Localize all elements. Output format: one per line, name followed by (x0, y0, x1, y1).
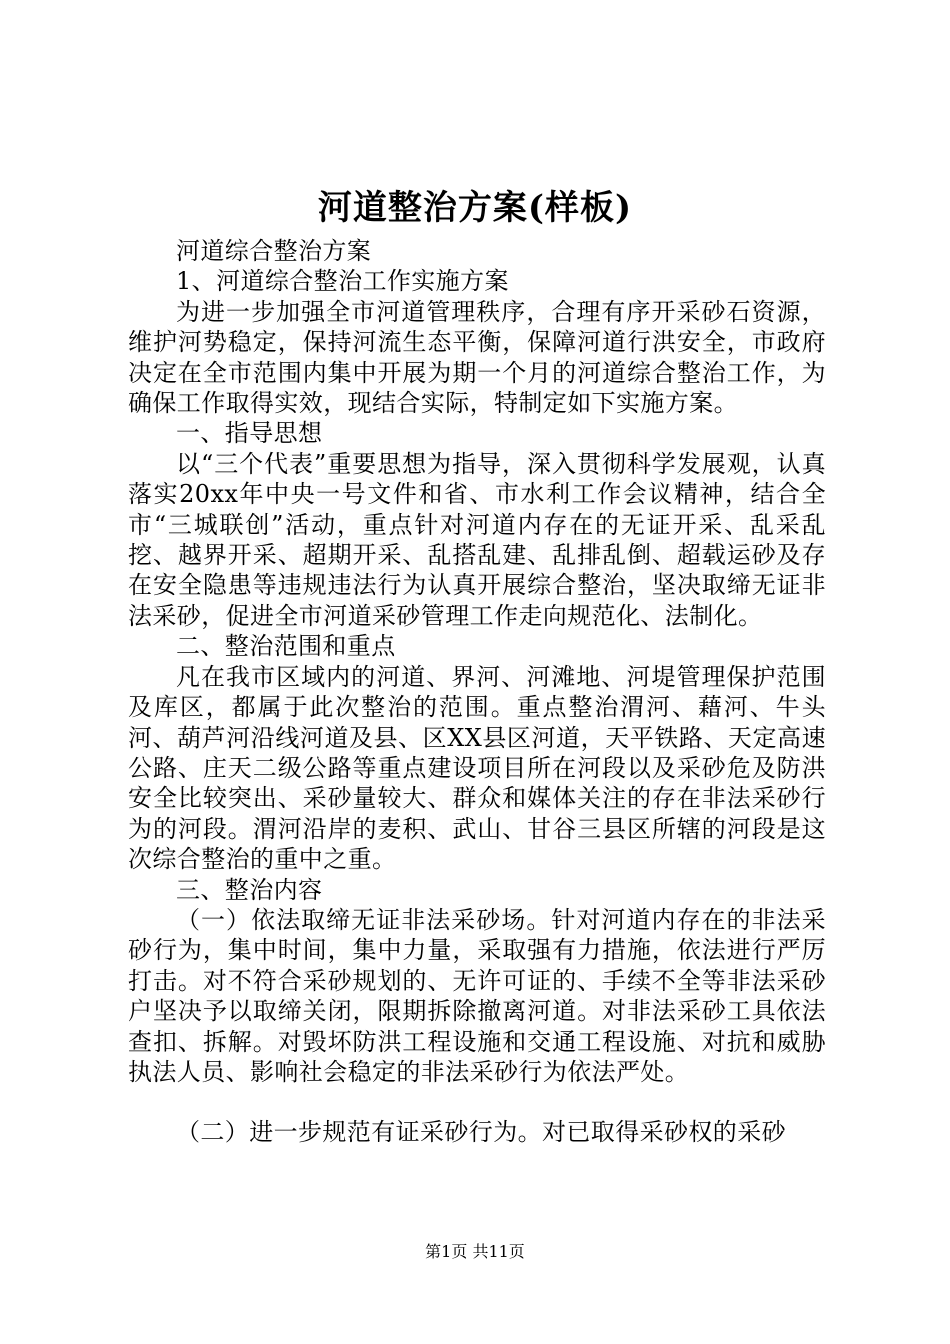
document-title: 河道整治方案(样板) (317, 188, 633, 228)
heading-scope: 二、整治范围和重点 (176, 632, 396, 661)
page-footer: 第1页 共11页 (425, 1242, 525, 1261)
heading-content: 三、整治内容 (176, 875, 323, 904)
paragraph-content-1: （一）依法取缔无证非法采砂场。针对河道内存在的非法采砂行为，集中时间，集中力量，采取强有力措施，依法进行严厉打击。对不符合采砂规划的、无许可证的、手续不全等非法采砂户坚决予以取缔关闭，限期拆除撤离河道。对非法采砂工具依法查扣、拆解。对毁坏防洪工程设施和交通工程设施、对抗和威胁执法人员、影响社会稳定的非法采砂行为依法严处。 (128, 905, 826, 1086)
paragraph-content-2: （二）进一步规范有证采砂行为。对已取得采砂权的采砂 (176, 1118, 786, 1147)
heading-guiding-ideology: 一、指导思想 (176, 419, 323, 448)
document-body (128, 236, 826, 1148)
paragraph-scope: 凡在我市区域内的河道、界河、河滩地、河堤管理保护范围及库区，都属于此次整治的范围。重点整治渭河、藉河、牛头河、葫芦河沿线河道及县、区XX县区河道，天平铁路、天定高速公路、庄天二级公路等重点建设项目所在河段以及采砂危及防洪安全比较突出、采砂量较大、群众和媒体关注的存在非法采砂行为的河段。渭河沿岸的麦积、武山、甘谷三县区所辖的河段是这次综合整治的重中之重。 (128, 662, 826, 874)
intro-paragraph: 为进一步加强全市河道管理秩序，合理有序开采砂石资源，维护河势稳定，保持河流生态平衡，保障河道行洪安全，市政府决定在全市范围内集中开展为期一个月的河道综合整治工作，为确保工作取得实效，现结合实际，特制定如下实施方案。 (128, 297, 826, 418)
subsection-heading: 1、河道综合整治工作实施方案 (176, 267, 509, 296)
paragraph-guiding-ideology: 以“三个代表”重要思想为指导，深入贯彻科学发展观，认真落实20xx年中央一号文件和省、市水利工作会议精神，结合全市“三城联创”活动，重点针对河道内存在的无证开采、乱采乱挖、越界开采、超期开采、乱搭乱建、乱排乱倒、超载运砂及存在安全隐患等违规违法行为认真开展综合整治，坚决取缔无证非法采砂，促进全市河道采砂管理工作走向规范化、法制化。 (128, 449, 826, 630)
section-heading: 河道综合整治方案 (176, 237, 372, 265)
